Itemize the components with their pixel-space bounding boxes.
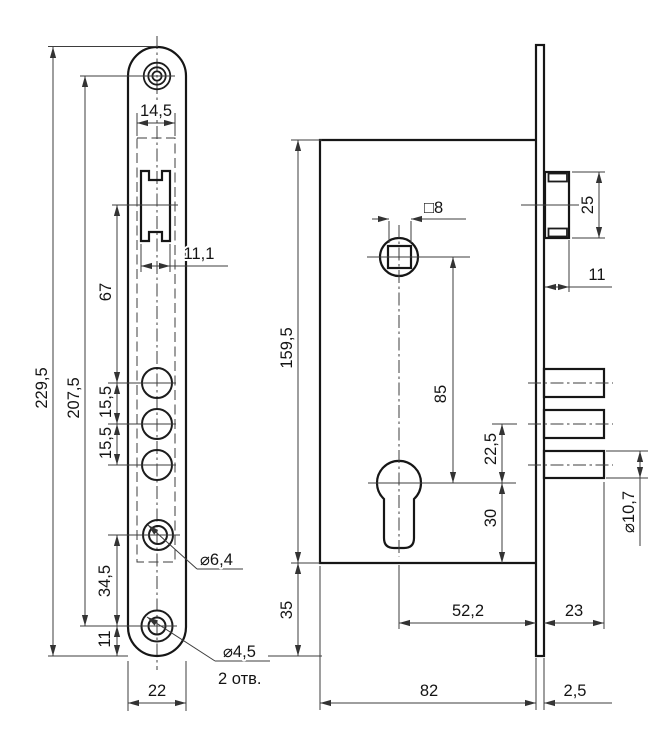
- dim-hole-to-screw: 34,5: [96, 564, 114, 598]
- dim-body-to-plate-end: 35: [278, 600, 296, 620]
- dim-latch-to-first-hole: 67: [97, 282, 115, 302]
- dim-screw-to-edge: 11: [96, 630, 114, 648]
- faceplate-side: [536, 45, 544, 656]
- side-extension-lines: [268, 140, 648, 710]
- dim-spindle-square: □8: [424, 199, 444, 217]
- dim-latch-protrusion: 11: [588, 266, 606, 284]
- front-view: [33, 36, 270, 711]
- dim-bolt-to-cylinder: 22,5: [482, 432, 500, 466]
- dim-body-depth: 82: [419, 682, 439, 700]
- dim-body-height: 159,5: [278, 327, 296, 369]
- dim-bolt-throw: 23: [564, 602, 584, 620]
- side-view: [268, 45, 648, 710]
- dim-hole-dia: ⌀6,4: [200, 551, 233, 569]
- dim-latch-height: 25: [579, 195, 597, 215]
- dim-cutout-width: 14,5: [139, 102, 173, 120]
- dim-screw-hole-count: 2 отв.: [218, 670, 262, 688]
- dim-plate-width: 22: [147, 682, 167, 700]
- dim-latch-opening-width: 11,1: [183, 245, 215, 263]
- dim-cylinder-to-plate: 52,2: [451, 602, 485, 620]
- dim-bolt-dia: ⌀10,7: [620, 490, 638, 534]
- latch-opening: [141, 171, 170, 241]
- dim-total-height: 229,5: [33, 367, 51, 409]
- dim-hole-pitch-1: 15,5: [97, 385, 115, 419]
- dim-spindle-to-cylinder: 85: [432, 384, 450, 404]
- dim-cylinder-to-body-bottom: 30: [482, 508, 500, 528]
- dim-screw-hole-dia: ⌀4,5: [223, 643, 256, 661]
- dim-screw-hole-span: 207,5: [65, 377, 83, 419]
- dim-plate-thickness: 2,5: [563, 682, 587, 700]
- dim-hole-pitch-2: 15,5: [97, 426, 115, 460]
